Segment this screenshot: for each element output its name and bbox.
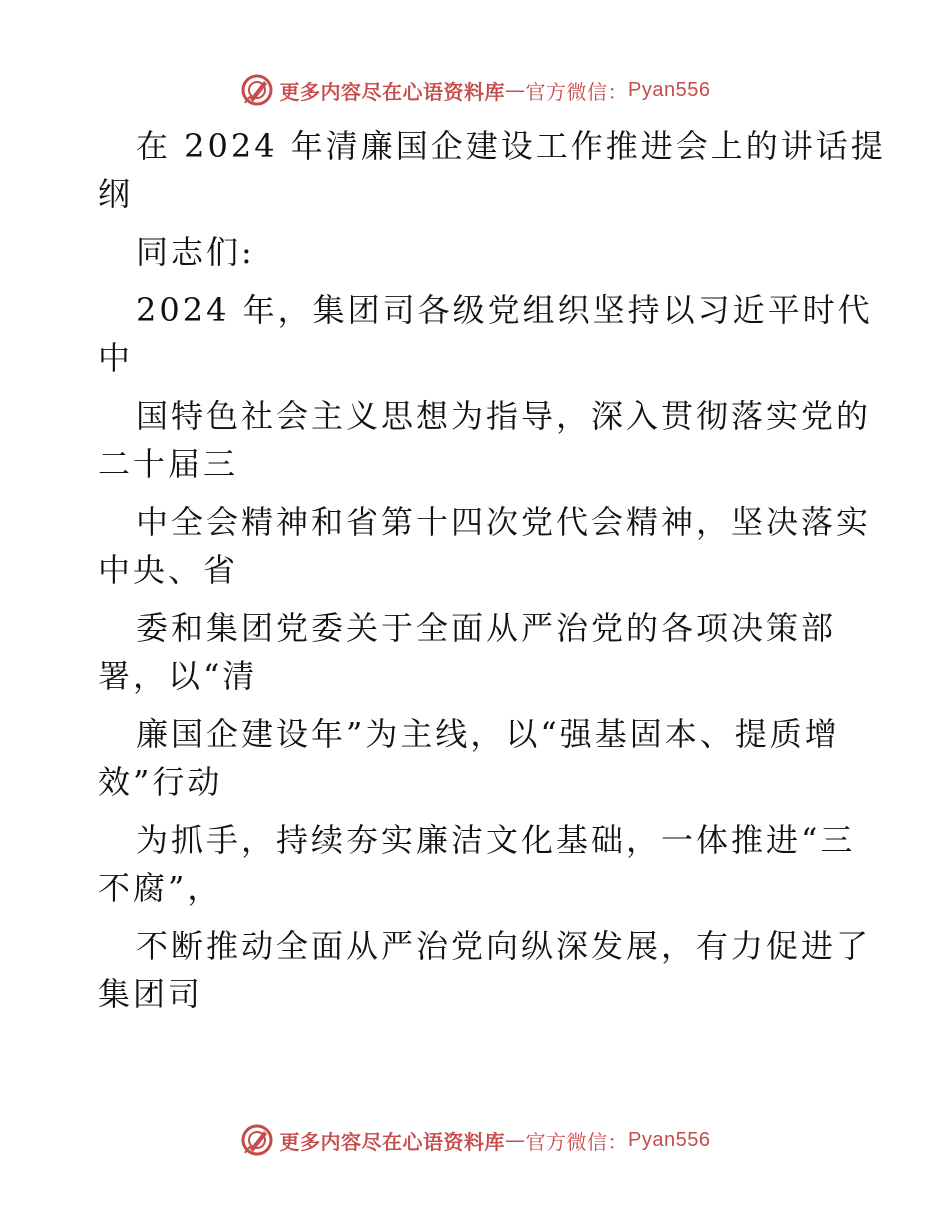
doc-line: 不腐”， [98,869,223,907]
watermark-separator: — [505,78,526,102]
document-body [98,122,886,1018]
footer-watermark [0,1120,950,1160]
doc-line: 廉国企建设年”为主线，以“强基固本、提质增 [136,715,840,753]
watermark-main-text: 更多内容尽在心语资料库 [279,1129,506,1154]
doc-line: 中央、省 [98,551,239,589]
doc-line: 署，以“清 [98,657,258,695]
doc-line: 不断推动全面从严治党向纵深发展，有力促进了 [136,927,872,965]
doc-line: 委和集团党委关于全面从严治党的各项决策部 [136,609,837,647]
doc-line: 为抓手，持续夯实廉洁文化基础，一体推进“三 [136,821,856,859]
doc-line: 效”行动 [98,763,223,801]
doc-line: 集团司 [98,975,204,1013]
pen-logo-icon [240,1123,274,1157]
watermark-wechat-id: Pyan556 [628,1128,711,1151]
header-watermark [0,70,950,110]
doc-line: 中全会精神和省第十四次党代会精神，坚决落实 [136,503,872,541]
watermark-separator: — [505,1128,526,1152]
watermark-wechat-label: 官方微信： [525,1129,629,1154]
doc-line: 2024 年，集团司各级党组织坚持以习近平时代 [136,291,873,329]
doc-line: 国特色社会主义思想为指导，深入贯彻落实党的 [136,397,872,435]
doc-line-title-2: 纲 [98,175,134,213]
doc-line-title-1: 在 2024 年清廉国企建设工作推进会上的讲话提 [136,127,886,165]
watermark-wechat-label: 官方微信： [525,79,629,104]
pen-logo-icon [240,73,274,107]
doc-line: 中 [98,339,134,377]
doc-line: 二十届三 [98,445,239,483]
watermark-main-text: 更多内容尽在心语资料库 [279,79,506,104]
doc-line-salutation: 同志们: [136,233,255,271]
watermark-wechat-id: Pyan556 [628,78,711,101]
